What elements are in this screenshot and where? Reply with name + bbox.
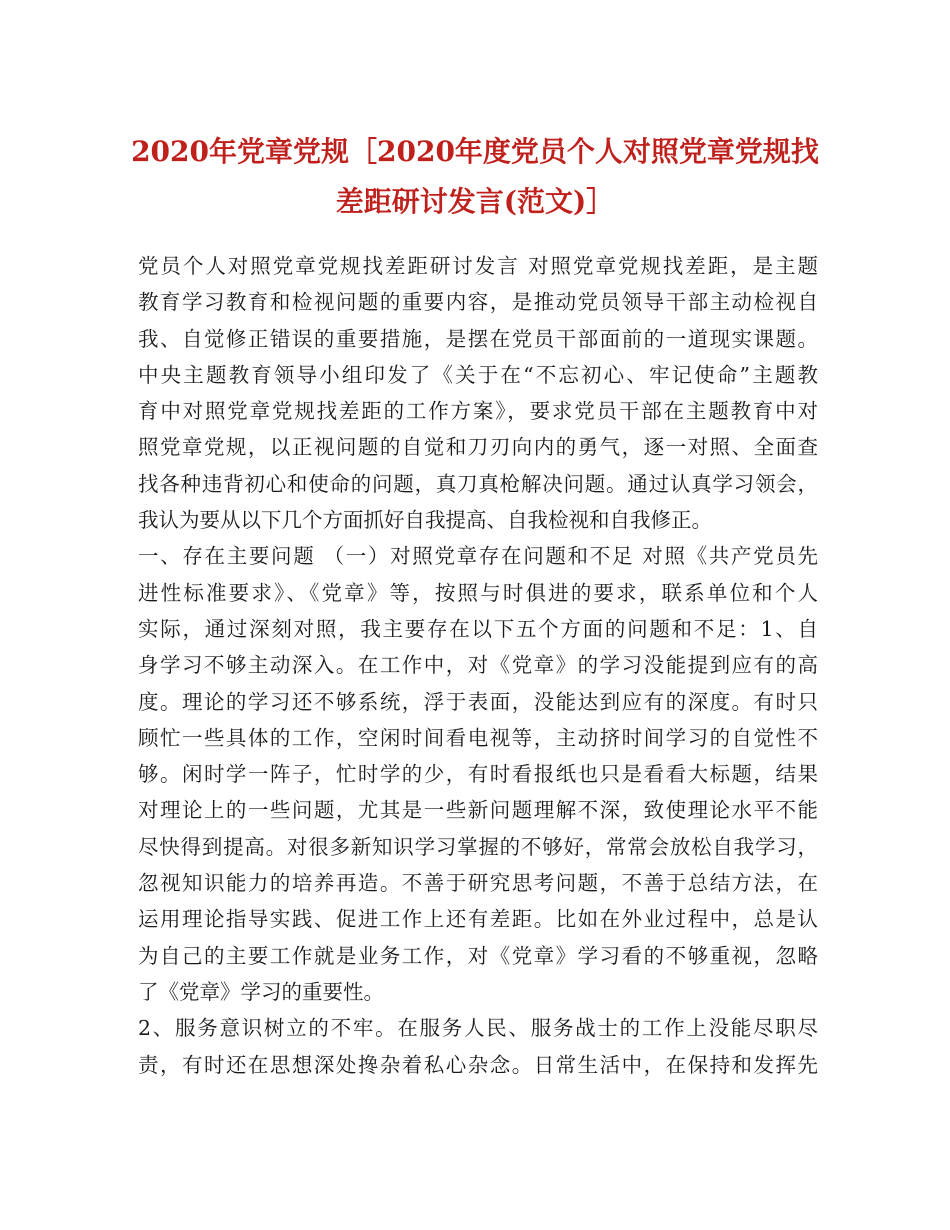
body-line: 照党章党规，以正视问题的自觉和刀刃向内的勇气，逐一对照、全面查 [138, 435, 818, 460]
body-line: 顾忙一些具体的工作，空闲时间看电视等，主动挤时间学习的自觉性不 [138, 725, 818, 750]
body-line: 中央主题教育领导小组印发了《关于在“不忘初心、牢记使命”主题教 [138, 362, 818, 387]
title-line: 差距研讨发言(范文)］ [335, 185, 615, 218]
document-title [120, 127, 830, 227]
body-line: 忽视知识能力的培养再造。不善于研究思考问题，不善于总结方法，在 [138, 871, 818, 896]
body-line: 我认为要从以下几个方面抓好自我提高、自我检视和自我修正。 [138, 508, 712, 533]
body-line: 责，有时还在思想深处搀杂着私心杂念。日常生活中，在保持和发挥先 [138, 1052, 818, 1077]
body-line: 了《党章》学习的重要性。 [138, 979, 384, 1004]
body-line: 为自己的主要工作就是业务工作，对《党章》学习看的不够重视，忽略 [138, 943, 818, 968]
body-line: 2、服务意识树立的不牢。在服务人民、服务战士的工作上没能尽职尽 [138, 1016, 818, 1041]
title-line: 2020年党章党规［2020年度党员个人对照党章党规找 [131, 135, 819, 168]
body-line: 身学习不够主动深入。在工作中，对《党章》的学习没能提到应有的高 [138, 653, 818, 678]
body-line: 实际，通过深刻对照，我主要存在以下五个方面的问题和不足：1、自 [138, 616, 818, 641]
body-line: 够。闲时学一阵子，忙时学的少，有时看报纸也只是看看大标题，结果 [138, 762, 818, 787]
document-body [138, 248, 818, 1083]
body-line: 运用理论指导实践、促进工作上还有差距。比如在外业过程中，总是认 [138, 907, 818, 932]
body-line: 度。理论的学习还不够系统，浮于表面，没能达到应有的深度。有时只 [138, 689, 818, 714]
body-line: 进性标准要求》、《党章》等，按照与时俱进的要求，联系单位和个人 [138, 580, 818, 605]
body-line: 找各种违背初心和使命的问题，真刀真枪解决问题。通过认真学习领会， [138, 471, 818, 496]
body-line: 一、存在主要问题 （一）对照党章存在问题和不足 对照《共产党员先 [138, 544, 818, 569]
body-line: 尽快得到提高。对很多新知识学习掌握的不够好，常常会放松自我学习， [138, 834, 818, 859]
body-line: 教育学习教育和检视问题的重要内容，是推动党员领导干部主动检视自 [138, 290, 818, 315]
body-line: 对理论上的一些问题，尤其是一些新问题理解不深，致使理论水平不能 [138, 798, 818, 823]
body-line: 我、自觉修正错误的重要措施，是摆在党员干部面前的一道现实课题。 [138, 326, 818, 351]
body-line: 党员个人对照党章党规找差距研讨发言 对照党章党规找差距，是主题 [138, 254, 818, 278]
body-line: 育中对照党章党规找差距的工作方案》，要求党员干部在主题教育中对 [138, 399, 818, 424]
